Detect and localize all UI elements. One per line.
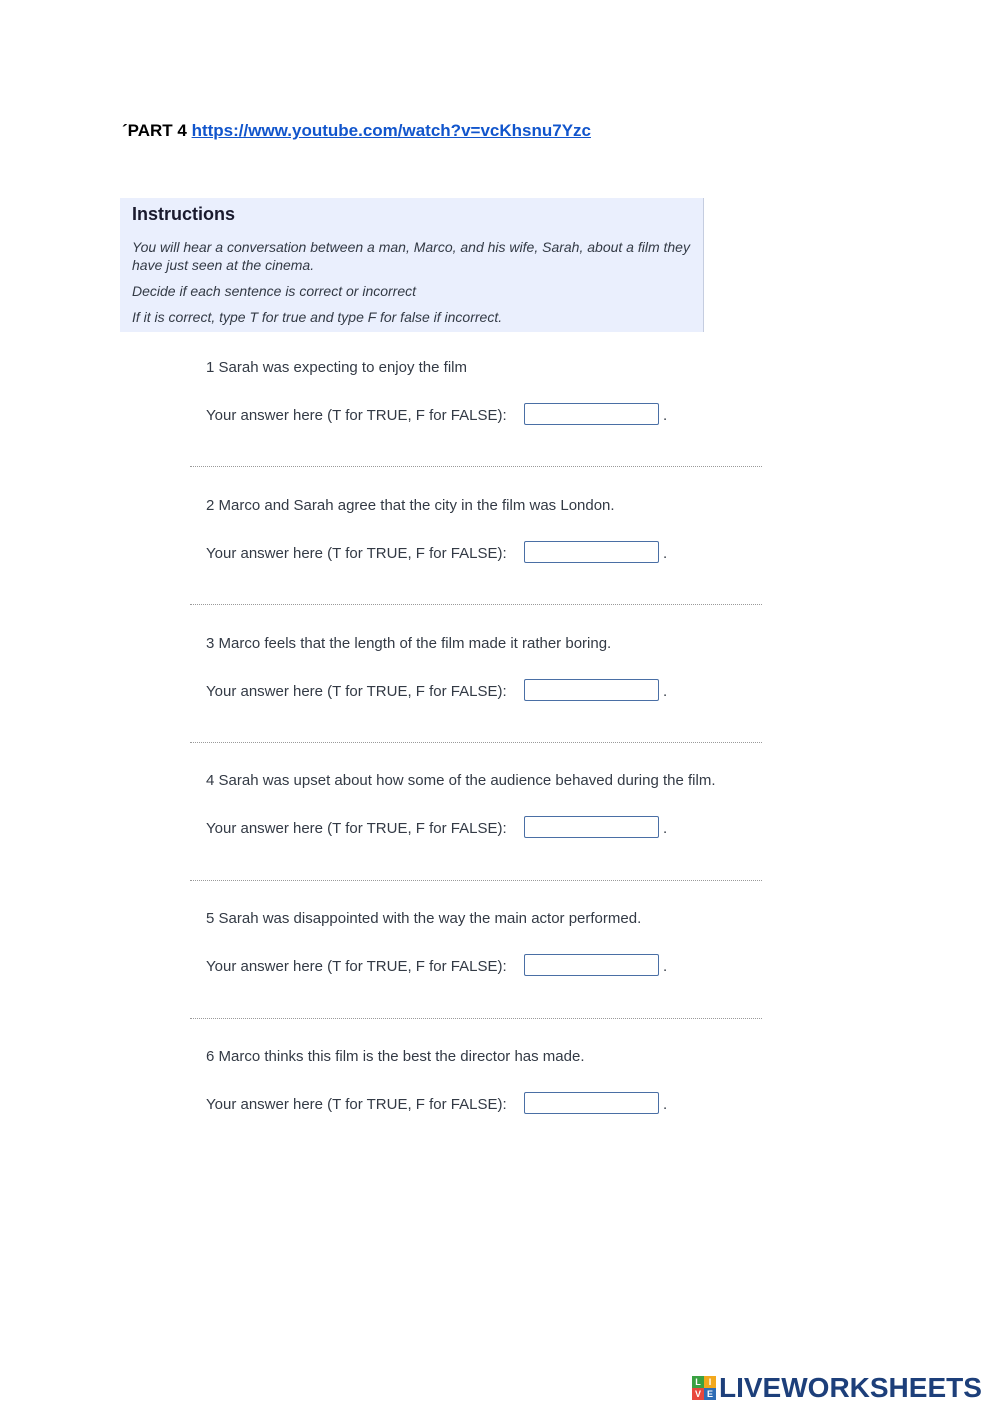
answer-period: . bbox=[663, 683, 668, 700]
divider bbox=[190, 466, 762, 467]
question-text: 3 Marco feels that the length of the film made it rather boring. bbox=[206, 635, 612, 652]
answer-input-2[interactable] bbox=[524, 541, 659, 563]
part-header bbox=[122, 121, 591, 141]
answer-input-6[interactable] bbox=[524, 1092, 659, 1114]
answer-prompt: Your answer here (T for TRUE, F for FALSE): bbox=[206, 1096, 507, 1113]
answer-prompt: Your answer here (T for TRUE, F for FALSE): bbox=[206, 545, 507, 562]
part-label: ´PART 4 bbox=[122, 121, 192, 140]
divider bbox=[190, 1018, 762, 1019]
answer-period: . bbox=[663, 820, 668, 837]
liveworksheets-brand bbox=[692, 1374, 982, 1402]
liveworksheets-logo-icon bbox=[692, 1376, 716, 1400]
divider bbox=[190, 742, 762, 743]
logo-tile: L bbox=[692, 1376, 704, 1388]
answer-input-5[interactable] bbox=[524, 954, 659, 976]
instructions-box bbox=[120, 198, 704, 332]
logo-tile: E bbox=[704, 1388, 716, 1400]
answer-input-1[interactable] bbox=[524, 403, 659, 425]
answer-period: . bbox=[663, 1096, 668, 1113]
question-text: 6 Marco thinks this film is the best the director has made. bbox=[206, 1048, 585, 1065]
divider bbox=[190, 604, 762, 605]
instructions-line-3: If it is correct, type T for true and type F for false if incorrect. bbox=[132, 309, 503, 325]
question-text: 5 Sarah was disappointed with the way the main actor performed. bbox=[206, 910, 642, 927]
youtube-link[interactable]: https://www.youtube.com/watch?v=vcKhsnu7Yzc bbox=[191, 121, 591, 140]
answer-prompt: Your answer here (T for TRUE, F for FALSE): bbox=[206, 958, 507, 975]
answer-period: . bbox=[663, 958, 668, 975]
answer-input-4[interactable] bbox=[524, 816, 659, 838]
logo-tile: I bbox=[704, 1376, 716, 1388]
instructions-line-2: Decide if each sentence is correct or incorrect bbox=[132, 283, 417, 299]
instructions-title: Instructions bbox=[132, 204, 236, 224]
instructions-line-1: You will hear a conversation between a man, Marco, and his wife, Sarah, about a film they have just seen at the cinema. bbox=[132, 239, 690, 273]
answer-prompt: Your answer here (T for TRUE, F for FALSE): bbox=[206, 407, 507, 424]
divider bbox=[190, 880, 762, 881]
question-text: 1 Sarah was expecting to enjoy the film bbox=[206, 359, 467, 376]
answer-prompt: Your answer here (T for TRUE, F for FALSE): bbox=[206, 683, 507, 700]
brand-name: LIVEWORKSHEETS bbox=[719, 1372, 982, 1403]
answer-input-3[interactable] bbox=[524, 679, 659, 701]
question-text: 4 Sarah was upset about how some of the audience behaved during the film. bbox=[206, 772, 716, 789]
answer-prompt: Your answer here (T for TRUE, F for FALSE): bbox=[206, 820, 507, 837]
question-text: 2 Marco and Sarah agree that the city in the film was London. bbox=[206, 497, 615, 514]
logo-tile: V bbox=[692, 1388, 704, 1400]
answer-period: . bbox=[663, 407, 668, 424]
answer-period: . bbox=[663, 545, 668, 562]
